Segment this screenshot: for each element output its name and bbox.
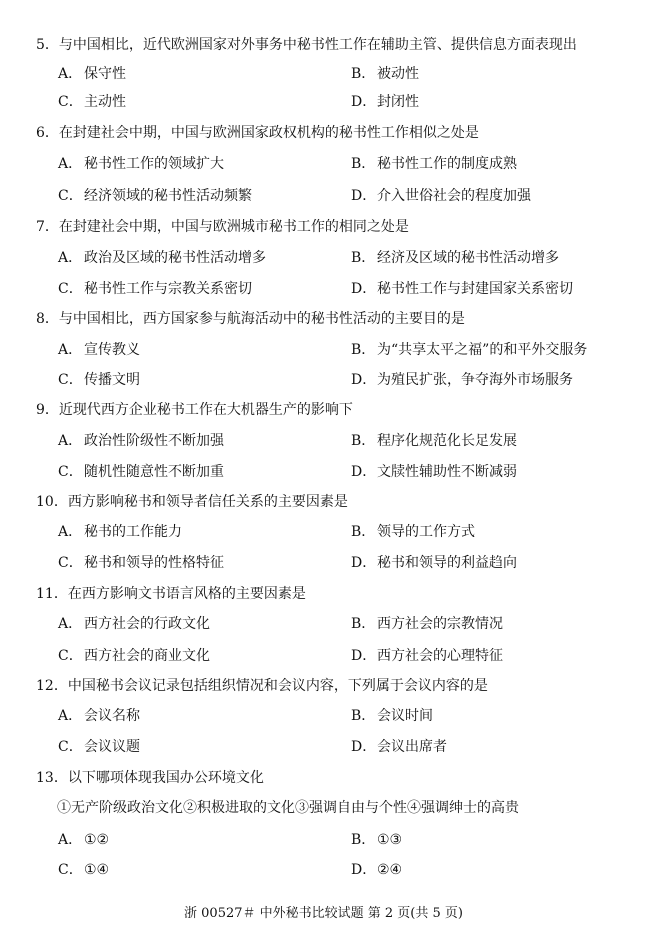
option-c: C．随机性随意性不断加重 xyxy=(58,464,224,480)
page-footer: 浙 00527＃ 中外秘书比较试题 第 2 页(共 5 页) xyxy=(184,906,463,921)
option-a: A． 会议名称 xyxy=(58,708,140,724)
option-d: D．②④ xyxy=(351,862,403,878)
question-text: 在封建社会中期，中国与欧洲国家政权机构的秘书性工作相似之处是 xyxy=(58,125,479,141)
option-c: C．传播文明 xyxy=(58,372,140,388)
question-number: 12． xyxy=(36,678,68,694)
question-number: 5． xyxy=(36,37,59,53)
question-stem xyxy=(36,310,465,328)
option-c: C．会议议题 xyxy=(58,739,140,755)
question-text: 中国秘书会议记录包括组织情况和会议内容，下列属于会议内容的是 xyxy=(67,678,488,694)
question-text: 在封建社会中期，中国与欧洲城市秘书工作的相同之处是 xyxy=(58,219,409,235)
question-text: 与中国相比，西方国家参与航海活动中的秘书性活动的主要目的是 xyxy=(58,311,465,327)
option-c: C．西方社会的商业文化 xyxy=(58,648,210,664)
question-number: 11． xyxy=(36,586,68,602)
option-a: A． 政治及区域的秘书性活动增多 xyxy=(58,250,266,266)
option-d: D．秘书性工作与封建国家关系密切 xyxy=(351,281,573,297)
question-stem xyxy=(36,401,353,419)
question-stem xyxy=(36,36,577,54)
option-c: C．主动性 xyxy=(58,94,126,110)
question-text: 与中国相比，近代欧洲国家对外事务中秘书性工作在辅助主管、提供信息方面表现出 xyxy=(58,37,577,53)
option-b: B． 秘书性工作的制度成熟 xyxy=(351,156,517,172)
question-number: 9． xyxy=(36,402,59,418)
option-d: D．文牍性辅助性不断减弱 xyxy=(351,464,517,480)
question-stem xyxy=(36,677,488,695)
option-a: A． 秘书性工作的领域扩大 xyxy=(58,156,224,172)
question-stem xyxy=(36,124,479,142)
question-text: 近现代西方企业秘书工作在大机器生产的影响下 xyxy=(58,402,353,418)
option-a: A． 政治性阶级性不断加强 xyxy=(58,433,224,449)
option-a: A． 秘书的工作能力 xyxy=(58,524,182,540)
question-text: 在西方影响文书语言风格的主要因素是 xyxy=(67,586,306,602)
question-number: 6． xyxy=(36,125,59,141)
option-c: C．①④ xyxy=(58,862,110,878)
question-number: 8． xyxy=(36,311,59,327)
option-b: B． 西方社会的宗教情况 xyxy=(351,616,503,632)
question-statements: ①无产阶级政治文化②积极进取的文化③强调自由与个性④强调绅士的高贵 xyxy=(57,800,519,816)
option-d: D．西方社会的心理特征 xyxy=(351,648,503,664)
option-b: B． 经济及区域的秘书性活动增多 xyxy=(351,250,559,266)
question-stem xyxy=(36,585,306,603)
question-stem xyxy=(36,769,264,787)
question-number: 10． xyxy=(36,494,68,510)
option-a: A． 保守性 xyxy=(58,66,126,82)
option-d: D．介入世俗社会的程度加强 xyxy=(351,188,531,204)
option-a: A． ①② xyxy=(58,832,110,848)
question-text: 以下哪项体现我国办公环境文化 xyxy=(67,770,264,786)
option-b: B． 为“共享太平之福”的和平外交服务 xyxy=(351,342,588,358)
option-d: D．为殖民扩张，争夺海外市场服务 xyxy=(351,372,573,388)
option-b: B． 会议时间 xyxy=(351,708,433,724)
question-text: 西方影响秘书和领导者信任关系的主要因素是 xyxy=(67,494,348,510)
question-stem xyxy=(36,493,348,511)
option-b: B． 程序化规范化长足发展 xyxy=(351,433,517,449)
option-c: C．秘书和领导的性格特征 xyxy=(58,555,224,571)
option-c: C．秘书性工作与宗教关系密切 xyxy=(58,281,252,297)
option-d: D．封闭性 xyxy=(351,94,419,110)
option-d: D．会议出席者 xyxy=(351,739,447,755)
option-a: A． 西方社会的行政文化 xyxy=(58,616,210,632)
option-b: B． 领导的工作方式 xyxy=(351,524,475,540)
option-d: D．秘书和领导的利益趋向 xyxy=(351,555,517,571)
option-b: B． ①③ xyxy=(351,832,403,848)
question-stem xyxy=(36,218,409,236)
option-a: A． 宣传教义 xyxy=(58,342,140,358)
option-b: B． 被动性 xyxy=(351,66,419,82)
option-c: C．经济领域的秘书性活动频繁 xyxy=(58,188,252,204)
question-number: 7． xyxy=(36,219,59,235)
question-number: 13． xyxy=(36,770,68,786)
